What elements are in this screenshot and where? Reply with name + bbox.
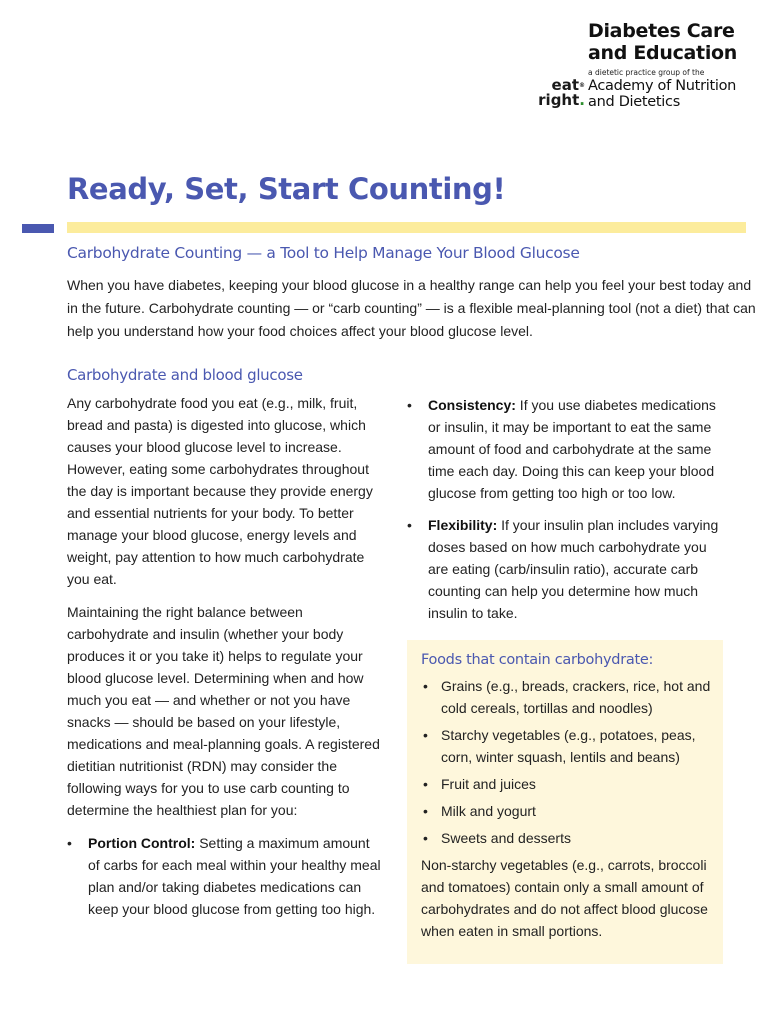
organization-logo — [533, 14, 748, 114]
list-item — [407, 514, 729, 624]
list-item — [421, 827, 711, 849]
approach-list-right — [407, 394, 729, 624]
callout-heading: Foods that contain carbohydrate: — [421, 652, 654, 668]
bullet-icon: • — [423, 830, 428, 846]
approach-term: Portion Control: — [88, 835, 196, 851]
approach-text: If your insulin plan includes varying doses based on how much carbohydrate you are eating (carb/insulin ratio), accurate carb counting can help you determine how much insulin to take. — [428, 517, 719, 621]
carbohydrate-foods-callout — [407, 640, 723, 964]
academy-name-line1: Academy of Nutrition — [588, 78, 737, 94]
dpg-tagline: a dietetic practice group of the — [588, 68, 705, 77]
title-underline-bar — [67, 222, 746, 233]
bullet-icon: • — [407, 397, 412, 413]
food-item: Milk and yogurt — [441, 803, 536, 819]
page-subtitle: Carbohydrate Counting — a Tool to Help Manage Your Blood Glucose — [67, 244, 580, 262]
eat-right-logo — [533, 78, 585, 108]
bullet-icon: • — [423, 727, 428, 743]
academy-name-line2: and Dietetics — [588, 94, 680, 110]
bullet-icon: • — [407, 517, 412, 533]
eat-word: eat — [551, 76, 579, 94]
section-paragraph-1: Any carbohydrate food you eat (e.g., milk, fruit, bread and pasta) is digested into glucose, which causes your blood glucose level to increase. However, eating some carbohydrates throughout the day is important because they provide energy and essential nutrients for your body. To better manage your blood glucose, energy levels and weight, pay attention to how much carbohydrate you eat. — [67, 395, 373, 587]
page-title: Ready, Set, Start Counting! — [67, 172, 506, 206]
bullet-icon: • — [423, 803, 428, 819]
list-item — [421, 724, 711, 768]
approach-text: If you use diabetes medications or insulin, it may be important to eat the same amount of food and carbohydrate at the same time each day. Doing this can keep your blood glucose from getting too high or too low. — [428, 397, 716, 501]
approach-term: Consistency: — [428, 397, 516, 413]
section-paragraph-2: Maintaining the right balance between carbohydrate and insulin (whether your body produces it or you take it) helps to regulate your blood glucose level. Determining when and how much you eat — and whether or not you have snacks — should be based on your lifestyle, medications and meal-planning goals. A registered dietitian nutritionist (RDN) may consider the following ways for you to use carb counting to determine the healthiest plan for you: — [67, 604, 380, 818]
registered-mark: ® — [579, 82, 585, 89]
left-column — [67, 366, 385, 930]
list-item — [421, 675, 711, 719]
food-item: Grains (e.g., breads, crackers, rice, hot and cold cereals, tortillas and noodles) — [441, 678, 711, 716]
approach-list-left — [67, 832, 385, 920]
list-item — [421, 773, 711, 795]
approach-text: Setting a maximum amount of carbs for each meal within your healthy meal plan and/or taking diabetes medications can keep your blood glucose from getting too high. — [88, 835, 381, 917]
food-item: Fruit and juices — [441, 776, 536, 792]
dpg-name-line1: Diabetes Care — [588, 20, 735, 42]
dpg-name-line2: and Education — [588, 42, 738, 64]
bullet-icon: • — [423, 776, 428, 792]
bullet-icon: • — [423, 678, 428, 694]
intro-paragraph: When you have diabetes, keeping your blood glucose in a healthy range can help you feel your best today and in the future. Carbohydrate counting — or “carb counting” — is a flexible meal-planning tool (not a diet) that can help you understand how your food choices affect your blood glucose level. — [67, 277, 756, 339]
list-item — [421, 800, 711, 822]
list-item — [67, 832, 385, 920]
bullet-icon: • — [67, 835, 72, 851]
right-column — [407, 394, 729, 634]
food-item: Starchy vegetables (e.g., potatoes, peas, corn, winter squash, lentils and beans) — [441, 727, 696, 765]
right-word: right — [538, 91, 580, 109]
list-item — [407, 394, 729, 504]
food-item: Sweets and desserts — [441, 830, 571, 846]
section-heading: Carbohydrate and blood glucose — [67, 366, 303, 384]
accent-tick — [22, 224, 54, 233]
academy-name — [588, 78, 736, 110]
approach-term: Flexibility: — [428, 517, 498, 533]
carb-foods-list — [421, 675, 711, 849]
callout-note: Non-starchy vegetables (e.g., carrots, broccoli and tomatoes) contain only a small amount of carbohydrates and do not affect blood glucose when eaten in small portions. — [421, 857, 708, 939]
dpg-name — [588, 20, 748, 64]
green-dot: . — [579, 91, 585, 109]
